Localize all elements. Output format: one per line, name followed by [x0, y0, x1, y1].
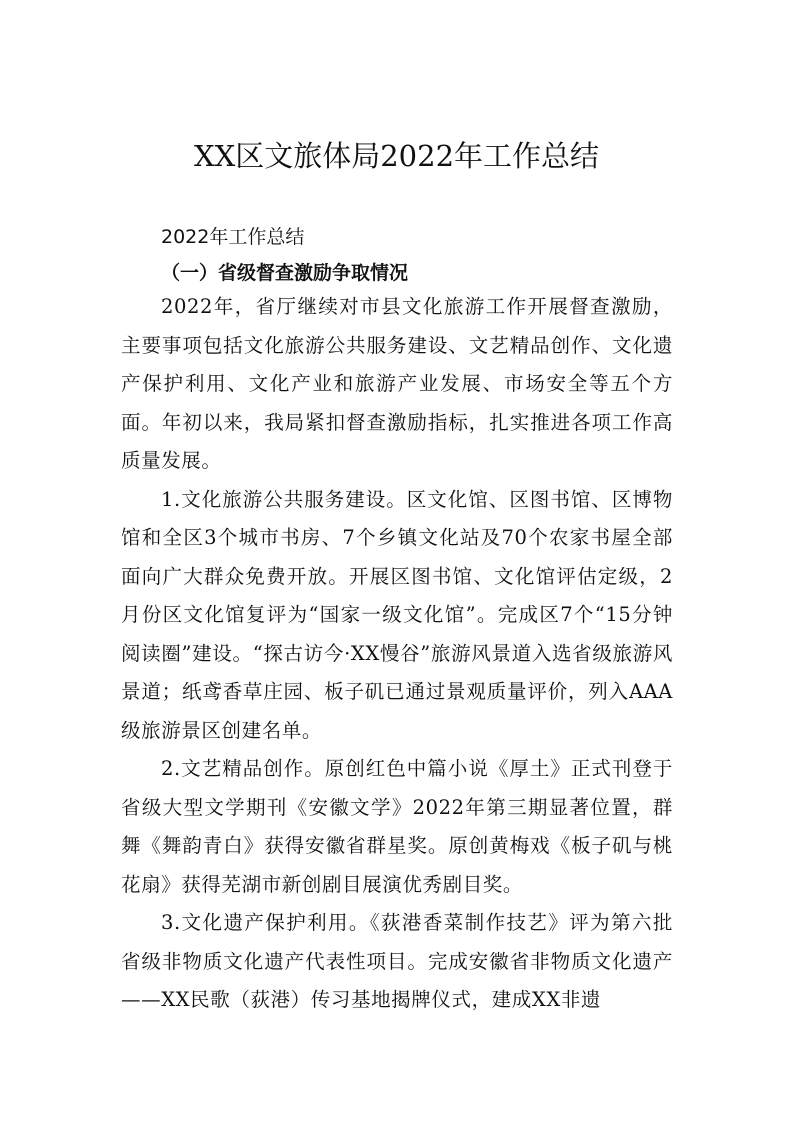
paragraph-intro: 2022年，省厅继续对市县文化旅游工作开展督查激励，主要事项包括文化旅游公共服务建设、文艺精品创作、文化遗产保护利用、文化产业和旅游产业发展、市场安全等五个方面。年初以来，我局紧扣督查激励指标，扎实推进各项工作高质量发展。 [121, 295, 673, 472]
body-text [121, 288, 673, 1020]
section-heading: 2022年工作总结 [161, 226, 305, 248]
paragraph-heritage: 3.文化遗产保护利用。《荻港香菜制作技艺》评为第六批省级非物质文化遗产代表性项目。完成安徽省非物质文化遗产——XX民歌（荻港）传习基地揭牌仪式，建成XX非遗 [121, 911, 673, 1011]
paragraph-art-works: 2.文艺精品创作。原创红色中篇小说《厚土》正式刊登于省级大型文学期刊《安徽文学》2022年第三期显著位置，群舞《舞韵青白》获得安徽省群星奖。原创黄梅戏《板子矶与桃花扇》获得芜湖市新创剧目展演优秀剧目奖。 [121, 757, 673, 896]
subsection-heading: （一）省级督查激励争取情况 [161, 262, 409, 284]
paragraph-public-service: 1.文化旅游公共服务建设。区文化馆、区图书馆、区博物馆和全区3个城市书房、7个乡镇文化站及70个农家书屋全部面向广大群众免费开放。开展区图书馆、文化馆评估定级，2月份区文化馆复评为“国家一级文化馆”。完成区7个“15分钟阅读圈”建设。“探古访今·XX慢谷”旅游风景道入选省级旅游风景道；纸鸢香草庄园、板子矶已通过景观质量评价，列入AAA级旅游景区创建名单。 [121, 487, 673, 742]
document-title: XX区文旅体局2022年工作总结 [193, 139, 600, 173]
